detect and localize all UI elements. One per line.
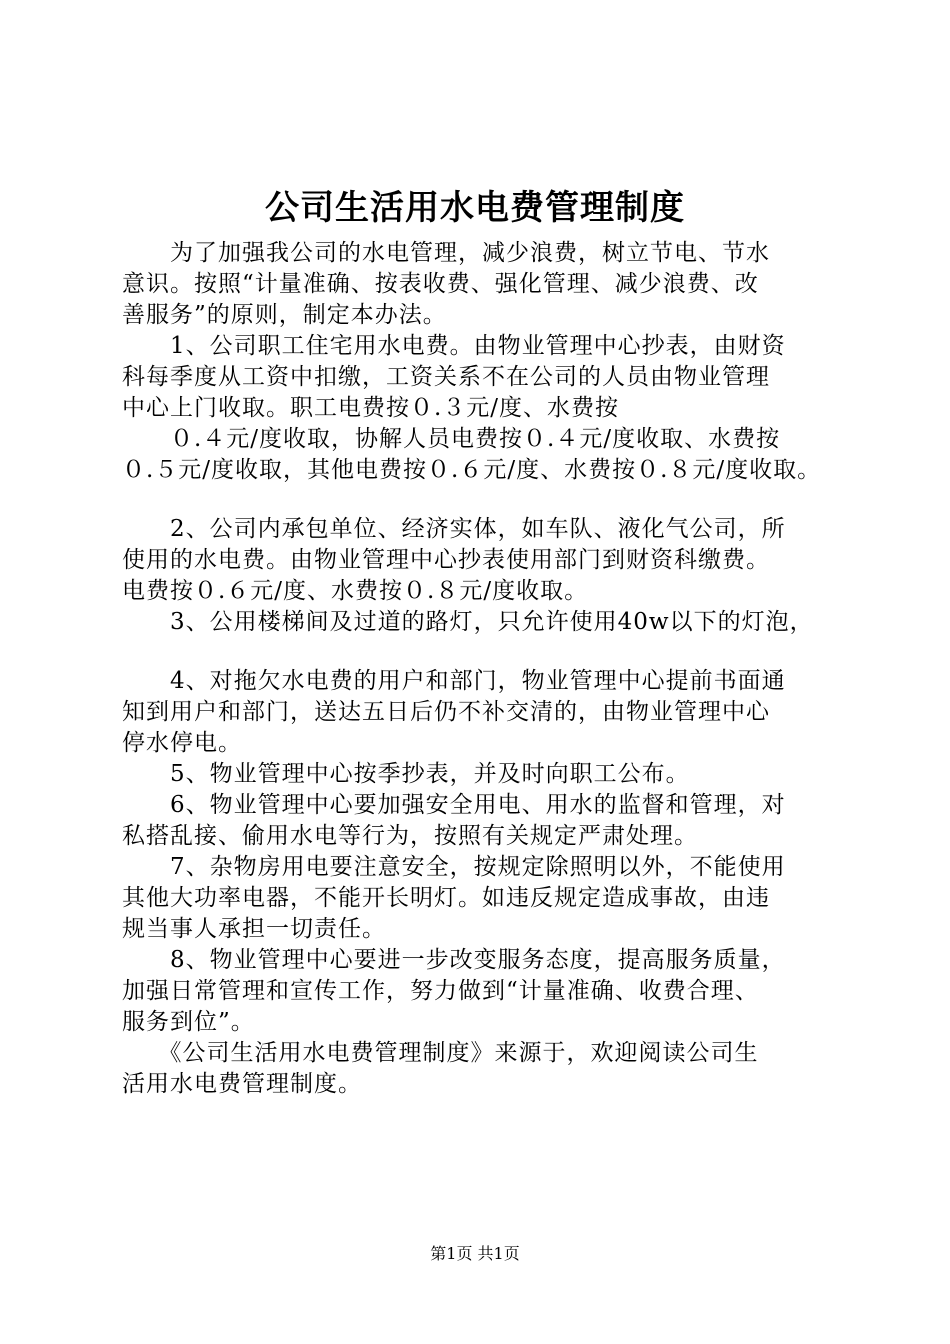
text-line: 私搭乱接、偷用水电等行为，按照有关规定严肃处理。 (122, 823, 698, 849)
document-title: 公司生活用水电费管理制度 (265, 188, 685, 228)
text-line: 1、公司职工住宅用水电费。由物业管理中心抄表，由财资 (122, 333, 786, 359)
text-line: 为了加强我公司的水电管理，减少浪费，树立节电、节水 (122, 240, 770, 266)
text-line: 5、物业管理中心按季抄表，并及时向职工公布。 (122, 761, 690, 787)
text-line: 2、公司内承包单位、经济实体，如车队、液化气公司，所 (122, 516, 786, 542)
text-line: 意识。按照“计量准确、按表收费、强化管理、减少浪费、改 (122, 271, 759, 297)
text-line: 活用水电费管理制度。 (122, 1071, 362, 1097)
text-line: 善服务”的原则，制定本办法。 (122, 302, 447, 328)
text-line: 7、杂物房用电要注意安全，按规定除照明以外，不能使用 (122, 854, 786, 880)
text-line: 科每季度从工资中扣缴，工资关系不在公司的人员由物业管理 (122, 364, 770, 390)
text-line: 使用的水电费。由物业管理中心抄表使用部门到财资科缴费。 (122, 547, 770, 573)
blank-line (122, 638, 842, 666)
text-line: 知到用户和部门，送达五日后仍不补交清的，由物业管理中心 (122, 699, 770, 725)
text-line: 6、物业管理中心要加强安全用电、用水的监督和管理，对 (122, 792, 786, 818)
text-line: 规当事人承担一切责任。 (122, 916, 386, 942)
blank-line (122, 486, 842, 514)
text-line: 其他大功率电器，不能开长明灯。如违反规定造成事故，由违 (122, 885, 770, 911)
text-line: ０.５元/度收取，其他电费按０.６元/度、水费按０.８元/度收取。 (122, 457, 822, 483)
text-line: 服务到位”。 (122, 1009, 255, 1035)
text-line: 8、物业管理中心要进一步改变服务态度，提高服务质量， (122, 947, 786, 973)
text-line: 电费按０.６元/度、水费按０.８元/度收取。 (122, 578, 589, 604)
text-line: 3、公用楼梯间及过道的路灯，只允许使用40w以下的灯泡， (122, 609, 814, 635)
text-line: 中心上门收取。职工电费按０.３元/度、水费按 (122, 395, 620, 421)
document-body (122, 238, 842, 1100)
text-line: ０.４元/度收取，协解人员电费按０.４元/度收取、水费按 (122, 426, 781, 452)
text-line: 停水停电。 (122, 730, 242, 756)
page-footer: 第1页 共1页 (430, 1244, 520, 1263)
text-line: 4、对拖欠水电费的用户和部门，物业管理中心提前书面通 (122, 668, 786, 694)
text-line: 《公司生活用水电费管理制度》来源于，欢迎阅读公司生 (122, 1040, 759, 1066)
text-line: 加强日常管理和宣传工作，努力做到“计量准确、收费合理、 (122, 978, 759, 1004)
